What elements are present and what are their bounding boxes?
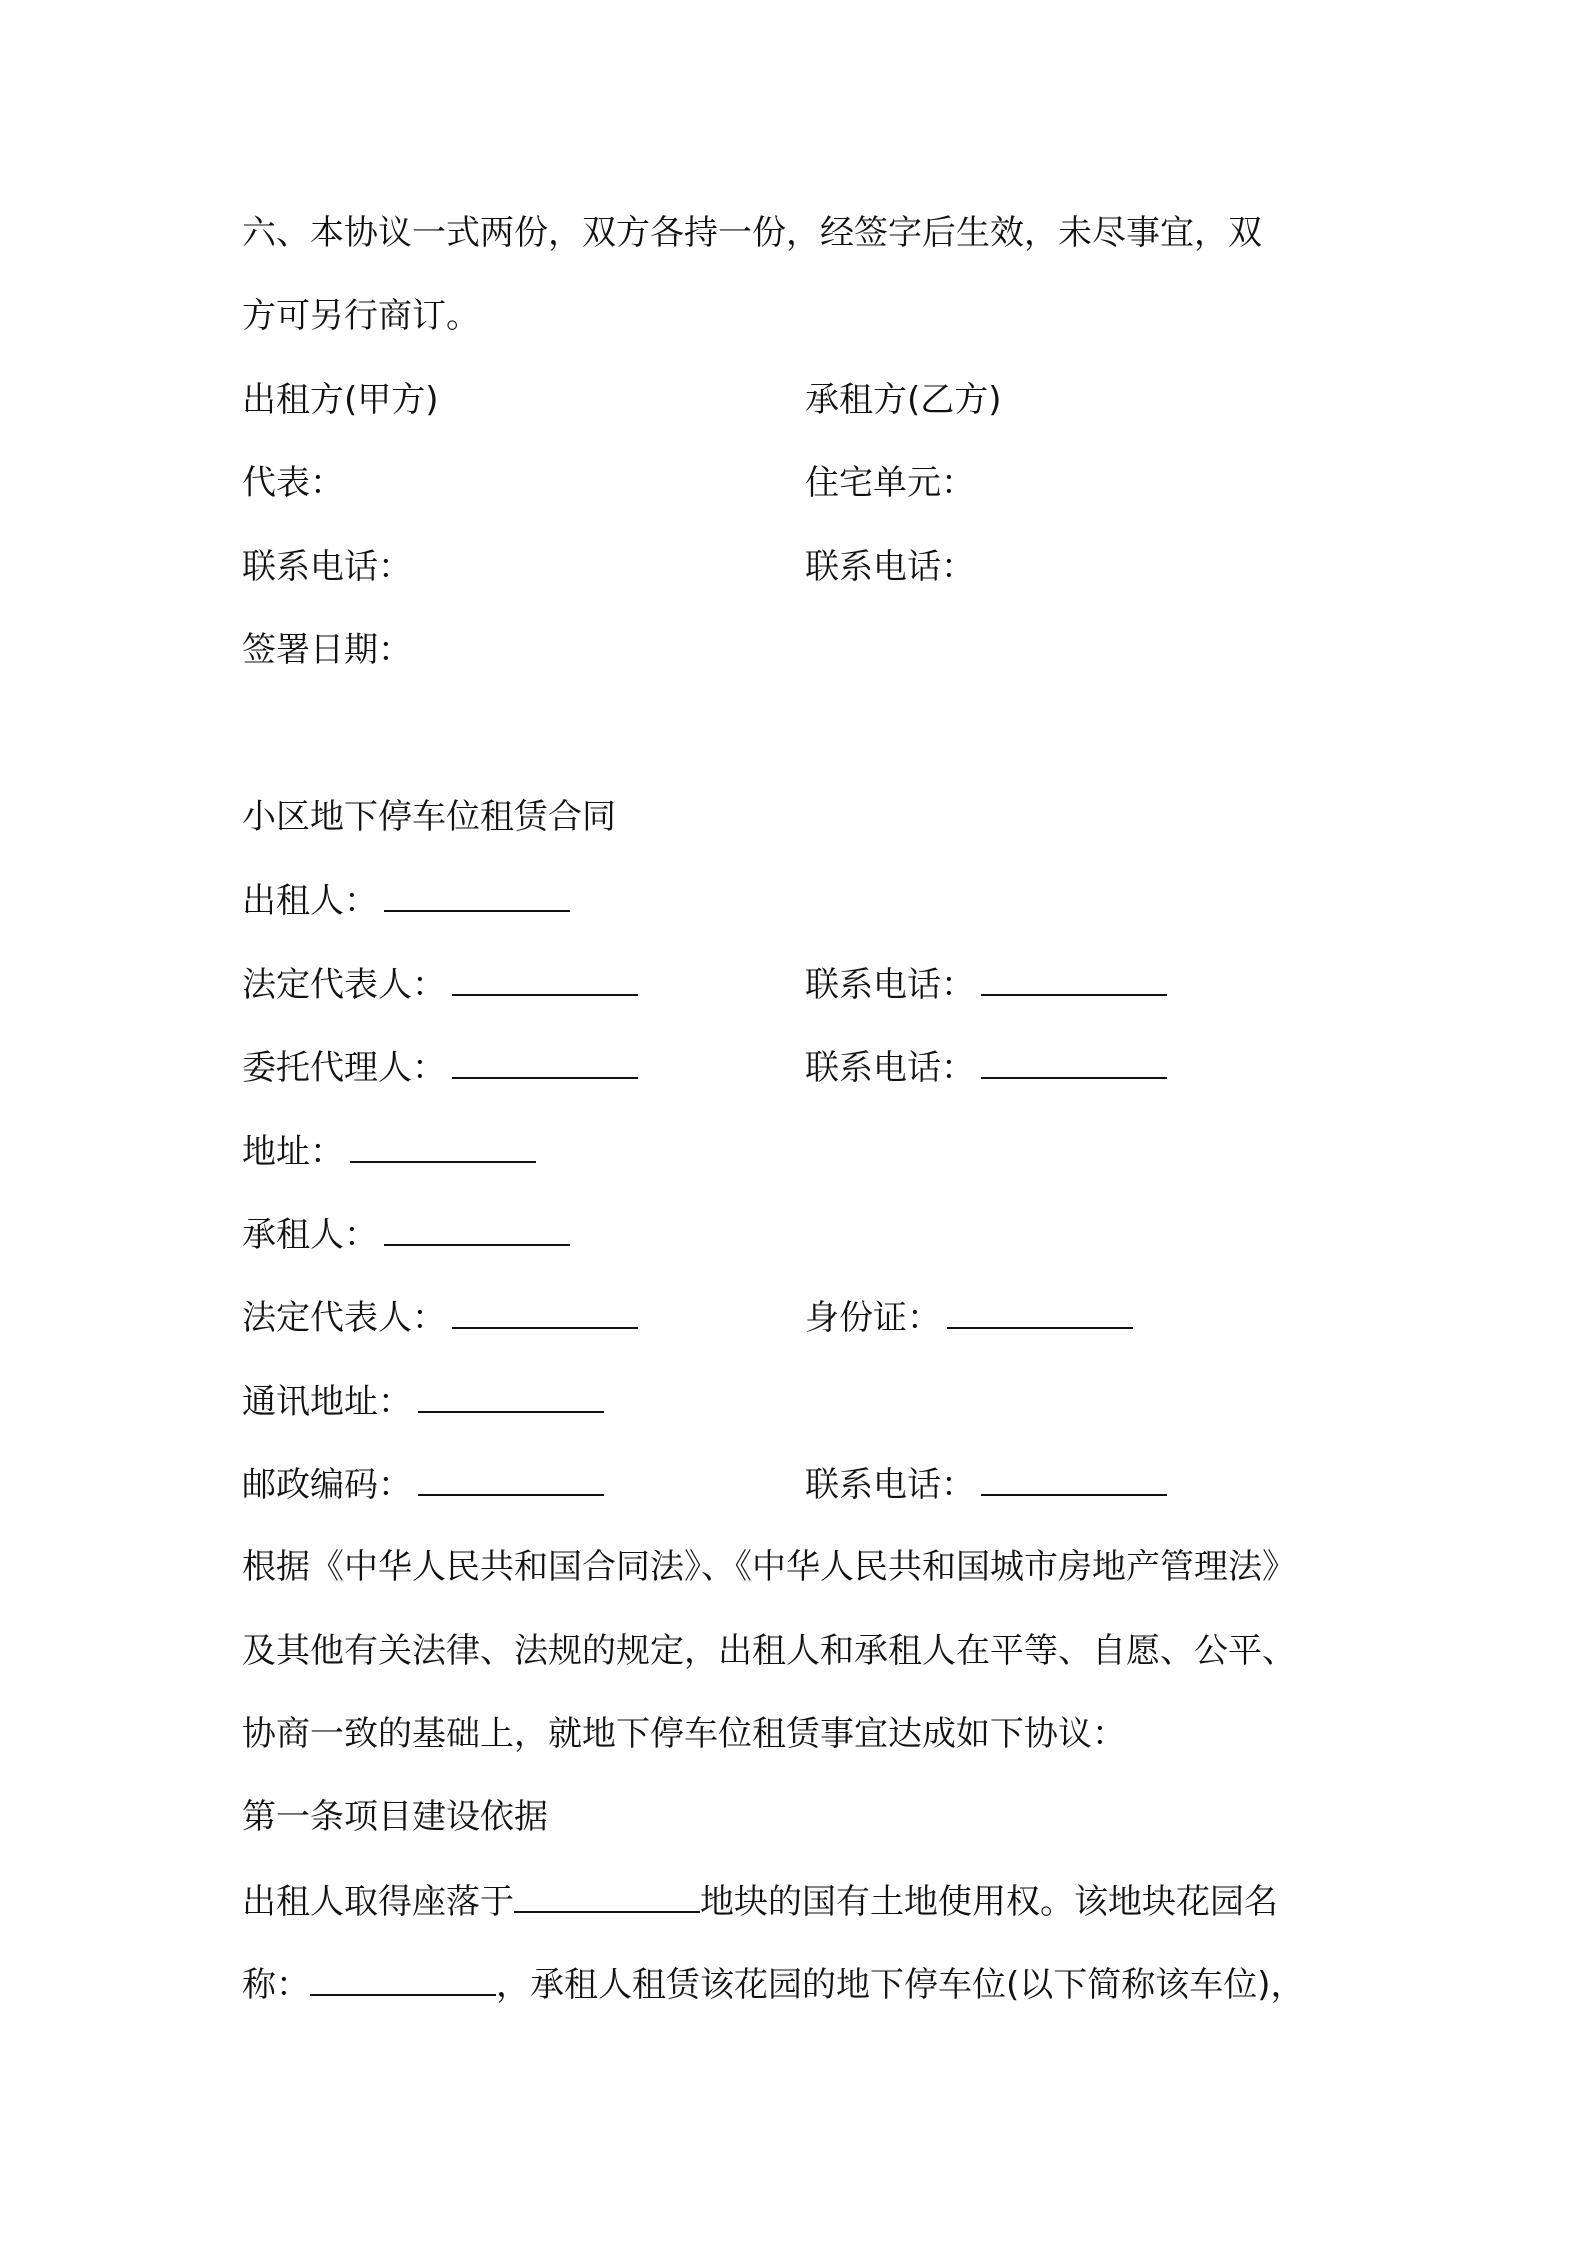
article1-line1 [242, 1881, 1352, 1922]
article1-line1-end: 地块的国有土地使用权。该地块花园名 [700, 1882, 1278, 1922]
mail-address-label: 通讯地址： [242, 1382, 412, 1422]
phone3-blank[interactable] [981, 1464, 1167, 1496]
article1-line2 [242, 1964, 1352, 2005]
agent-label: 委托代理人： [242, 1048, 446, 1088]
residential-unit-label: 住宅单元： [805, 463, 975, 503]
preamble-line1: 根据《中华人民共和国合同法》、《中华人民共和国城市房地产管理法》 [242, 1547, 1296, 1587]
legal-rep-label: 法定代表人： [242, 965, 446, 1005]
garden-name-blank[interactable] [310, 1964, 496, 1996]
lessee-party-label: 承租方(乙方) [805, 380, 1002, 420]
preamble-line2: 及其他有关法律、法规的规定，出租人和承租人在平等、自愿、公平、 [242, 1631, 1296, 1671]
address-blank[interactable] [350, 1131, 536, 1163]
agent-blank[interactable] [452, 1047, 638, 1079]
mail-address-blank[interactable] [418, 1381, 604, 1413]
legal-rep-row [242, 964, 638, 1005]
land-location-blank[interactable] [514, 1881, 700, 1913]
postcode-blank[interactable] [418, 1464, 604, 1496]
postcode-label: 邮政编码： [242, 1465, 412, 1505]
section6-line2: 方可另行商订。 [242, 296, 480, 336]
address-label: 地址： [242, 1132, 344, 1172]
address-row [242, 1131, 536, 1172]
lessee-label: 承租人： [242, 1215, 378, 1255]
lessor-label: 出租人： [242, 881, 378, 921]
lessor-blank[interactable] [384, 880, 570, 912]
postcode-row [242, 1464, 604, 1505]
lessor-row [242, 880, 570, 921]
phone2-row [805, 1047, 1167, 1088]
id-card-row [805, 1297, 1133, 1338]
phone3-row [805, 1464, 1167, 1505]
article1-heading: 第一条项目建设依据 [242, 1797, 548, 1837]
phone2-label: 联系电话： [805, 1048, 975, 1088]
article1-line2-end: ，承租人租赁该花园的地下停车位(以下简称该车位)， [496, 1965, 1305, 2005]
lessee-row [242, 1214, 570, 1255]
contract-title: 小区地下停车位租赁合同 [242, 797, 616, 837]
preamble-line3: 协商一致的基础上，就地下停车位租赁事宜达成如下协议： [242, 1714, 1126, 1754]
legal-rep-blank[interactable] [452, 964, 638, 996]
sign-date-label: 签署日期： [242, 630, 412, 670]
phone1-blank[interactable] [981, 964, 1167, 996]
mail-address-row [242, 1381, 604, 1422]
phone1-row [805, 964, 1167, 1005]
lessor-party-label: 出租方(甲方) [242, 380, 439, 420]
phone3-label: 联系电话： [805, 1465, 975, 1505]
phone2-blank[interactable] [981, 1047, 1167, 1079]
agent-row [242, 1047, 638, 1088]
article1-line1-start: 出租人取得座落于 [242, 1882, 514, 1922]
phone1-label: 联系电话： [805, 965, 975, 1005]
lessee-legal-rep-blank[interactable] [452, 1297, 638, 1329]
lessee-legal-rep-label: 法定代表人： [242, 1298, 446, 1338]
representative-label: 代表： [242, 463, 344, 503]
lessee-phone-label: 联系电话： [805, 547, 975, 587]
id-card-blank[interactable] [947, 1297, 1133, 1329]
section6-line1: 六、本协议一式两份，双方各持一份，经签字后生效，未尽事宜，双 [242, 213, 1262, 253]
lessee-blank[interactable] [384, 1214, 570, 1246]
lessor-phone-label: 联系电话： [242, 547, 412, 587]
article1-line2-start: 称： [242, 1965, 310, 2005]
id-card-label: 身份证： [805, 1298, 941, 1338]
lessee-legal-rep-row [242, 1297, 638, 1338]
